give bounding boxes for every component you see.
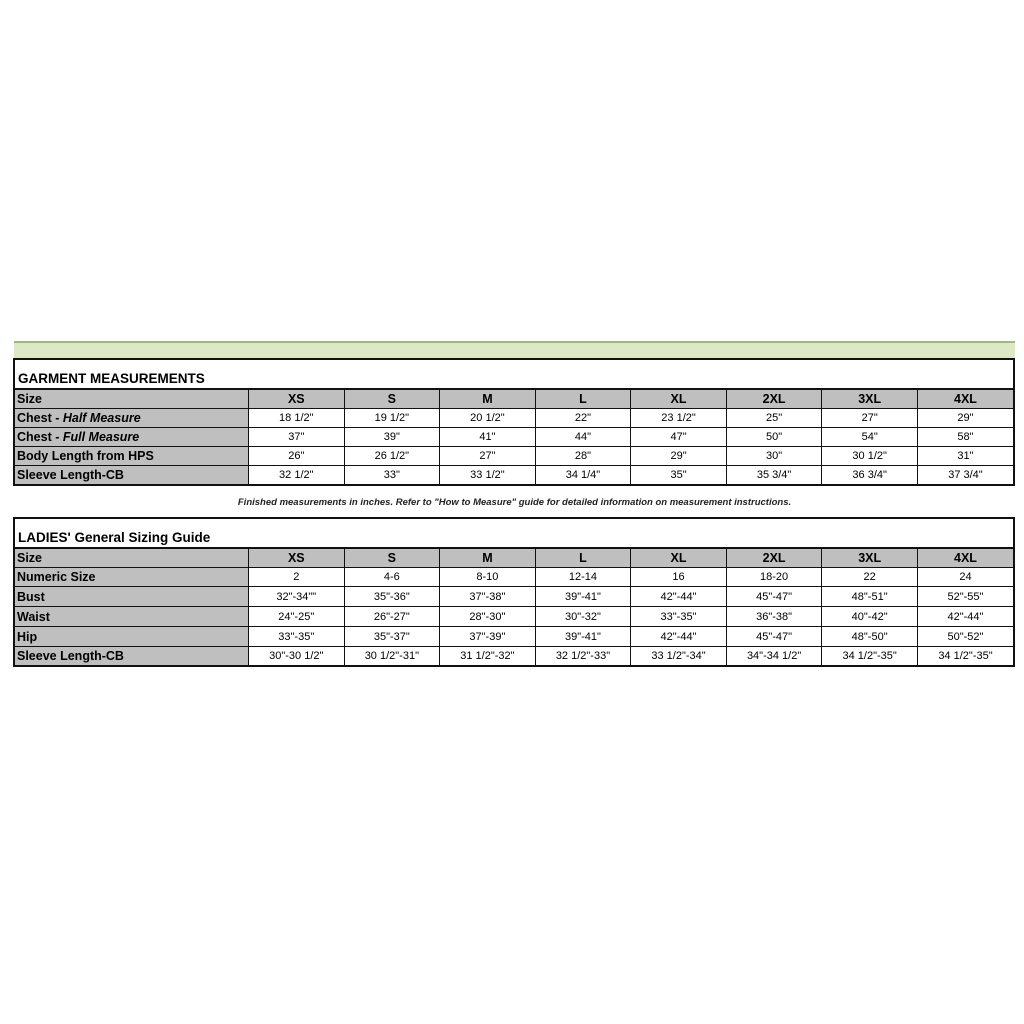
value-cell: 41" (440, 428, 536, 447)
value-cell: 24"-25" (249, 607, 345, 627)
value-cell: 24 (917, 568, 1013, 587)
value-cell: 45"-47" (726, 587, 822, 607)
value-cell: 35"-36" (344, 587, 440, 607)
value-cell: 34"-34 1/2" (726, 647, 822, 666)
value-cell: 35" (631, 466, 727, 485)
section-title: GARMENT MEASUREMENTS (15, 360, 1013, 390)
value-cell: 33"-35" (249, 627, 345, 647)
value-cell: 35"-37" (344, 627, 440, 647)
value-cell: 37"-39" (440, 627, 536, 647)
size-column-header: S (344, 390, 440, 409)
table-row (15, 627, 1013, 647)
measurement-note: Finished measurements in inches. Refer to "How to Measure" guide for detailed information on measurement instructions. (237, 497, 792, 508)
value-cell: 54" (822, 428, 918, 447)
value-cell: 37 3/4" (917, 466, 1013, 485)
size-column-header: 2XL (726, 390, 822, 409)
value-cell: 27" (822, 409, 918, 428)
value-cell: 32 1/2" (249, 466, 345, 485)
size-column-header: S (344, 549, 440, 568)
value-cell: 33 1/2" (440, 466, 536, 485)
value-cell: 40"-42" (822, 607, 918, 627)
size-column-header: XS (249, 390, 345, 409)
size-column-header: M (440, 390, 536, 409)
value-cell: 42"-44" (917, 607, 1013, 627)
value-cell: 44" (535, 428, 631, 447)
value-cell: 32"-34"" (249, 587, 345, 607)
value-cell: 32 1/2"-33" (535, 647, 631, 666)
row-label-text: Chest - (17, 430, 63, 444)
size-column-header: XL (631, 549, 727, 568)
value-cell: 34 1/2"-35" (917, 647, 1013, 666)
value-cell: 22 (822, 568, 918, 587)
row-label: Bust (15, 587, 249, 607)
section-title: LADIES' General Sizing Guide (15, 519, 1013, 549)
table-row (15, 466, 1013, 485)
row-label: Sleeve Length-CB (15, 647, 249, 666)
value-cell: 22" (535, 409, 631, 428)
value-cell: 36"-38" (726, 607, 822, 627)
value-cell: 31 1/2"-32" (440, 647, 536, 666)
size-column-header: L (535, 549, 631, 568)
row-label: Waist (15, 607, 249, 627)
value-cell: 19 1/2" (344, 409, 440, 428)
value-cell: 33" (344, 466, 440, 485)
table-row (15, 587, 1013, 607)
garment-measurements-section (13, 358, 1015, 486)
value-cell: 37" (249, 428, 345, 447)
row-label (15, 428, 249, 447)
size-column-header: L (535, 390, 631, 409)
value-cell: 29" (631, 447, 727, 466)
garment-measurements-table (15, 390, 1013, 484)
ladies-sizing-table (15, 549, 1013, 665)
size-column-header: XS (249, 549, 345, 568)
size-column-header: 3XL (822, 390, 918, 409)
value-cell: 26" (249, 447, 345, 466)
row-label (15, 447, 249, 466)
row-label (15, 466, 249, 485)
row-label: Hip (15, 627, 249, 647)
value-cell: 30 1/2"-31" (344, 647, 440, 666)
value-cell: 31" (917, 447, 1013, 466)
size-column-header: 4XL (917, 390, 1013, 409)
value-cell: 30 1/2" (822, 447, 918, 466)
size-column-header: M (440, 549, 536, 568)
value-cell: 18 1/2" (249, 409, 345, 428)
table-row (15, 647, 1013, 666)
value-cell: 4-6 (344, 568, 440, 587)
value-cell: 42"-44" (631, 627, 727, 647)
value-cell: 27" (440, 447, 536, 466)
value-cell: 30"-32" (535, 607, 631, 627)
size-column-header: XL (631, 390, 727, 409)
value-cell: 8-10 (440, 568, 536, 587)
value-cell: 16 (631, 568, 727, 587)
size-label: Size (15, 549, 249, 568)
header-band (14, 341, 1015, 358)
value-cell: 42"-44" (631, 587, 727, 607)
value-cell: 47" (631, 428, 727, 447)
value-cell: 50"-52" (917, 627, 1013, 647)
value-cell: 34 1/2"-35" (822, 647, 918, 666)
value-cell: 50" (726, 428, 822, 447)
value-cell: 33"-35" (631, 607, 727, 627)
value-cell: 48"-51" (822, 587, 918, 607)
size-label: Size (15, 390, 249, 409)
value-cell: 48"-50" (822, 627, 918, 647)
table-row (15, 447, 1013, 466)
value-cell: 26 1/2" (344, 447, 440, 466)
value-cell: 37"-38" (440, 587, 536, 607)
table-row (15, 428, 1013, 447)
size-column-header: 3XL (822, 549, 918, 568)
table-row (15, 409, 1013, 428)
value-cell: 12-14 (535, 568, 631, 587)
value-cell: 45"-47" (726, 627, 822, 647)
value-cell: 20 1/2" (440, 409, 536, 428)
size-header-row (15, 390, 1013, 409)
table-row (15, 607, 1013, 627)
value-cell: 25" (726, 409, 822, 428)
value-cell: 39"-41" (535, 587, 631, 607)
row-label-text: Body Length from HPS (17, 449, 154, 463)
row-label-text: Sleeve Length-CB (17, 468, 124, 482)
value-cell: 52"-55" (917, 587, 1013, 607)
size-column-header: 4XL (917, 549, 1013, 568)
value-cell: 18-20 (726, 568, 822, 587)
value-cell: 35 3/4" (726, 466, 822, 485)
row-label-text: Chest - (17, 411, 63, 425)
value-cell: 30" (726, 447, 822, 466)
value-cell: 2 (249, 568, 345, 587)
value-cell: 23 1/2" (631, 409, 727, 428)
value-cell: 30"-30 1/2" (249, 647, 345, 666)
ladies-sizing-section (13, 517, 1015, 667)
size-column-header: 2XL (726, 549, 822, 568)
size-header-row (15, 549, 1013, 568)
row-label (15, 409, 249, 428)
value-cell: 34 1/4" (535, 466, 631, 485)
value-cell: 36 3/4" (822, 466, 918, 485)
value-cell: 33 1/2"-34" (631, 647, 727, 666)
value-cell: 28"-30" (440, 607, 536, 627)
value-cell: 29" (917, 409, 1013, 428)
value-cell: 28" (535, 447, 631, 466)
value-cell: 39"-41" (535, 627, 631, 647)
value-cell: 39" (344, 428, 440, 447)
row-label-emphasis: Half Measure (62, 411, 141, 425)
row-label-emphasis: Full Measure (62, 430, 140, 444)
value-cell: 58" (917, 428, 1013, 447)
row-label: Numeric Size (15, 568, 249, 587)
value-cell: 26"-27" (344, 607, 440, 627)
table-row (15, 568, 1013, 587)
